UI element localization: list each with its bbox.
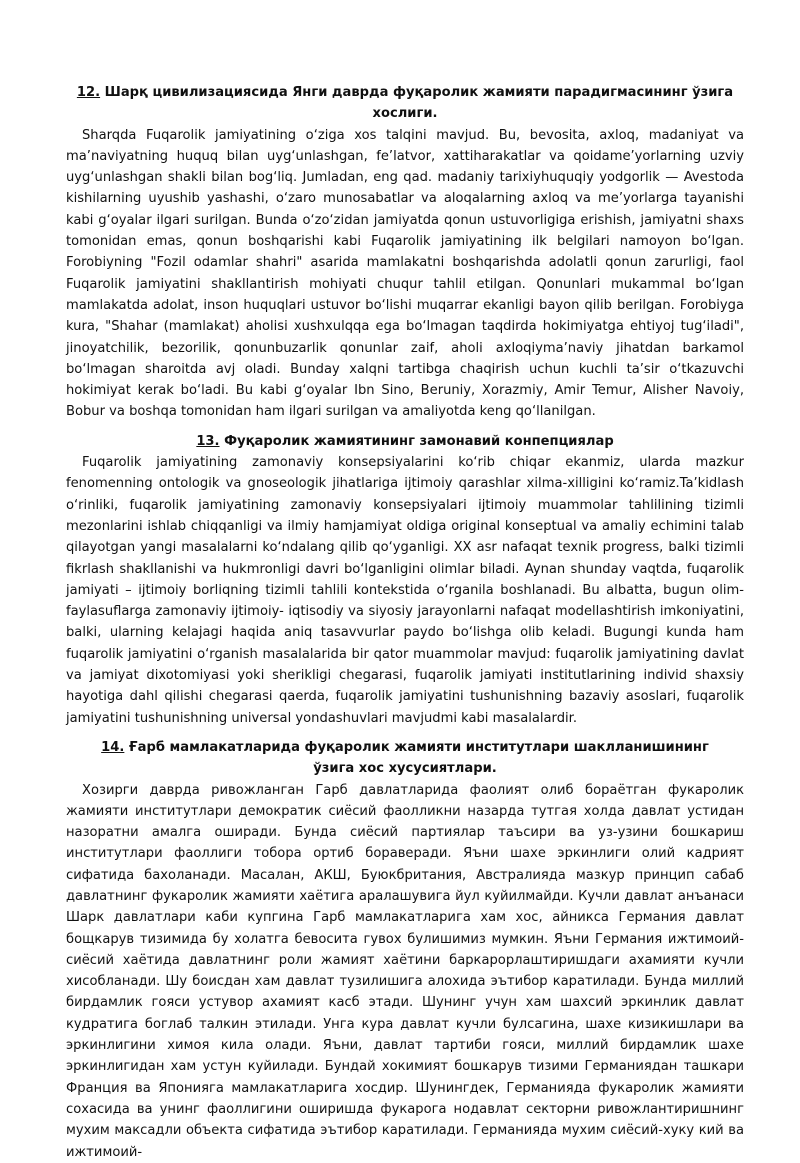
section-12-heading	[66, 82, 744, 125]
section-14-title: Ғарб мамлакатларида фуқаролик жамияти институтлари шаклланишининг ўзига хос хусусиятлари.	[128, 739, 709, 777]
section-13-heading	[66, 431, 744, 452]
section-14-number: 14.	[101, 739, 125, 755]
section-13-number: 13.	[196, 433, 220, 449]
section-12-title: Шарқ цивилизациясида Янги даврда фуқаролик жамияти парадигмасининг ўзига хослиги.	[104, 85, 734, 122]
document-page	[66, 82, 744, 1163]
section-13-body: Fuqarolik jamiyatining zamonaviy konsepsiyalarini ko‘rib chiqar ekanmiz, ularda mazkur fenomenning ontologik va gnoseologik jihatlariga ijtimoiy qarashlar xilma-xilligini ko‘ramiz.Ta’kidlash o‘rinliki, fuqarolik jamiyatining zamonaviy konsepsiyalari ijtimoiy muammolar tahlilining tizimli mezonlarini ishlab chiqqanligi va ilmiy hamjamiyat oldiga original konseptual va amaliy echimini talab qilayotgan yangi masalalarni ko‘ndalang qilib qo‘yganligi. XX asr nafaqat texnik progress, balki tizimli fikrlash shakllanishi va hukmronligi davri bo‘lganligini olimlar biladi. Aynan shunday vaqtda, fuqarolik jamiyati – ijtimoiy borliqning tizimli tahlili kontekstida o‘rganila boshlanadi. Bu albatta, bugun olim-faylasuflarga zamonaviy ijtimoiy- iqtisodiy va siyosiy jarayonlarni nafaqat modellashtirish imkoniyatini, balki, ularning kelajagi haqida aniq tasavvurlar paydo bo‘lishga olib keladi. Bugungi kunda ham fuqarolik jamiyatini o‘rganish masalalarida bir qator muammolar mavjud: fuqarolik jamiyatining davlat va jamiyat dixotomiyasi yoki sherikligi chegarasi, fuqarolik jamiyati institutlarining individ shaxsiy hayotiga dahl qilishi chegarasi qaerda, fuqarolik jamiyatini tushunishning bazaviy asoslari, fuqarolik jamiyatini tushunishning universal yondashuvlari mavjudmi kabi masalalardir.	[66, 455, 744, 726]
section-13-title: Фуқаролик жамиятининг замонавий конпепциялар	[224, 433, 614, 449]
section-14-heading	[66, 737, 744, 780]
section-12-number: 12.	[76, 85, 101, 100]
section-14-body: Хозирги даврда ривожланган Гарб давлатларида фаолият олиб бораётган фукаролик жамияти институтлари демократик сиёсий фаолликни назарда тутгая холда давлат устидан назоратни амалга оширади. Бунда сиёсий партиялар таъсири ва уз-узини бошкариш институтлари фаоллиги тобора ортиб бораверади. Яъни шахе эркинлиги олий кадрият сифатида бахоланади. Масалан, АКШ, Буюкбритания, Австралияда мазкур принцип сабаб давлатнинг фукаролик жамияти хаётига аралашувига йул куйилмайди. Кучли давлат анъанаси Шарк давлатлари каби купгина Гарб мамлакатларига хам хос, айникса Германия давлат бощкарув тизимида бу холатга бевосита гувох булишимиз мумкин. Яъни Германия ижтимоий-сиёсий хаётида давлатнинг роли жамият хаётини баркарорлаштиришдаги ахамияти кучли хисобланади. Шу боисдан хам давлат тузилишига алохида эътибор каратилади. Бунда миллий бирдамлик гояси устувор ахамият касб этади. Шунинг учун хам шахсий эркинлик давлат кудратига боглаб талкин этилади. Унга кура давлат кучли булсагина, шахе кизикишлари ва эркинлигини химоя кила олади. Яъни, давлат тартиби гояси, миллий бирдамлик шахе эркинлигидан хам устун куйилади. Бундай хокимият бошкарув тизими Германиядан ташкари Франция ва Японияга мамлакатларига хосдир. Шунингдек, Германияда фукаролик жамияти сохасида ва унинг фаоллигини оширишда фукарога нодавлат секторни ривожлантиришнинг мухим максадли объекта сифатида эътибор каратилади. Германияда мухим сиёсий-хуку кий ва ижтимоий-	[66, 782, 744, 1160]
section-12-body: Sharqda Fuqarolik jamiyatining o‘ziga xos talqini mavjud. Bu, bevosita, axloq, madaniyat va ma’naviyatning huquq bilan uyg‘unlashgan, fe’latvor, xattiharakatlar va qoidame’yorlarning uzviy uyg‘unlashgan shakli bilan bog‘liq. Jumladan, eng qad. madaniy tarixiyhuquqiy yodgorlik — Avestoda kishilarning uyushib yashashi, o‘zaro munosabatlar va aloqalarning axloq va me’yorlarga tayanishi kabi g‘oyalar ilgari surilgan. Bunda o‘zo‘zidan jamiyatda qonun ustuvorligiga erishish, jamiyatni shaxs tomonidan emas, qonun boshqarishi kabi Fuqarolik jamiyatining ilk belgilari namoyon bo‘lgan. Forobiyning "Fozil odamlar shahri" asarida mamlakatni boshqarishda adolatli qonun zarurligi, faol Fuqarolik jamiyatini shakllantirish mohiyati chuqur tahlil etilgan. Qonunlari mukammal bo‘lgan mamlakatda adolat, inson huquqlari ustuvor bo‘lishi muqarrar ekanligi bayon qilib berilgan. Forobiyga kura, "Shahar (mamlakat) aholisi xushxulqqa ega bo‘lmagan taqdirda hokimiyatga ehtiyoj tug‘iladi", jinoyatchilik, bezorilik, qonunbuzarlik qonunlar zaif, aholi axloqiyma’naviy jihatdan barkamol bo‘lmagan sharoitda avj oladi. Bunday xalqni tartibga chaqirish uchun kuchli ta’sir o‘tkazuvchi hokimiyat kerak bo‘ladi. Bu kabi g‘oyalar Ibn Sino, Beruniy, Xorazmiy, Amir Temur, Alisher Navoiy, Bobur va boshqa tomonidan ham ilgari surilgan va amaliyotda keng qo‘llanilgan.	[66, 127, 744, 420]
